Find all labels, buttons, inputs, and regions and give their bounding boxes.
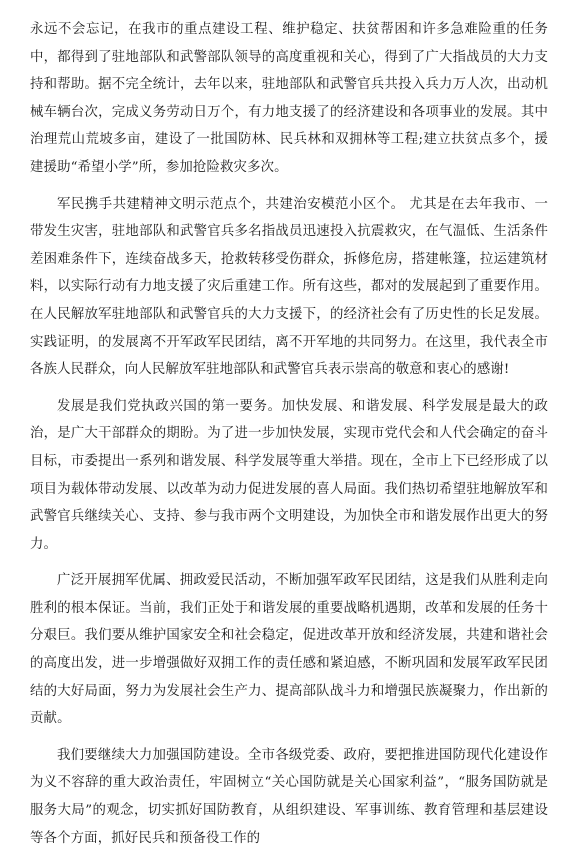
- paragraph: 永远不会忘记，在我市的重点建设工程、维护稳定、扶贫帮困和许多急难险重的任务中，都得到了驻地部队和武警部队领导的高度重视和关心，得到了广大指战员的大力支持和帮助。据不完全统计，去年以来，驻地部队和武警官兵共投入兵力万人次，出动机械车辆台次，完成义务劳动日万个，有力地支援了的经济建设和各项事业的发展。其中治理荒山荒坡多亩，建设了一批国防林、民兵林和双拥林等工程;建立扶贫点多个，援建援助“希望小学”所，参加抢险救灾多次。: [30, 22, 548, 175]
- paragraph: 我们要继续大力加强国防建设。全市各级党委、政府，要把推进国防现代化建设作为义不容辞的重大政治责任，牢固树立“关心国防就是关心国家利益”，“服务国防就是服务大局”的观念，切实抓好国防教育，从组织建设、军事训练、教育管理和基层建设等各个方面，抓好民兵和预备役工作的: [30, 747, 548, 846]
- paragraph: 军民携手共建精神文明示范点个，共建治安模范小区个。 尤其是在去年我市、一带发生灾害，驻地部队和武警官兵多名指战员迅速投入抗震救灾，在气温低、生活条件差困难条件下，连续奋战多天，抢救转移受伤群众，拆修危房，搭建帐篷，拉运建筑材料，以实际行动有力地支援了灾后重建工作。所有这些，都对的发展起到了重要作用。在人民解放军驻地部队和武警官兵的大力支援下，的经济社会有了历史性的长足发展。实践证明，的发展离不开军政军民团结，离不开军地的共同努力。在这里，我代表全市各族人民群众，向人民解放军驻地部队和武警官兵表示崇高的敬意和衷心的感谢!: [30, 196, 548, 378]
- paragraph: 发展是我们党执政兴国的第一要务。加快发展、和谐发展、科学发展是最大的政治，是广大干部群众的期盼。为了进一步加快发展，实现市党代会和人代会确定的奋斗目标，市委提出一系列和谐发展、科学发展等重大举措。现在，全市上下已经形成了以项目为载体带动发展、以改革为动力促进发展的喜人局面。我们热切希望驻地解放军和武警官兵继续关心、支持、参与我市两个文明建设，为加快全市和谐发展作出更大的努力。: [30, 398, 548, 552]
- paragraph: 广泛开展拥军优属、拥政爱民活动，不断加强军政军民团结，这是我们从胜利走向胜利的根本保证。当前，我们正处于和谐发展的重要战略机遇期，改革和发展的任务十分艰巨。我们要从维护国家安全和社会稳定，促进改革开放和经济发展，共建和谐社会的高度出发，进一步增强做好双拥工作的责任感和紧迫感，不断巩固和发展军政军民团结的大好局面，努力为发展社会生产力、提高部队战斗力和增强民族凝聚力，作出新的贡献。: [30, 573, 548, 727]
